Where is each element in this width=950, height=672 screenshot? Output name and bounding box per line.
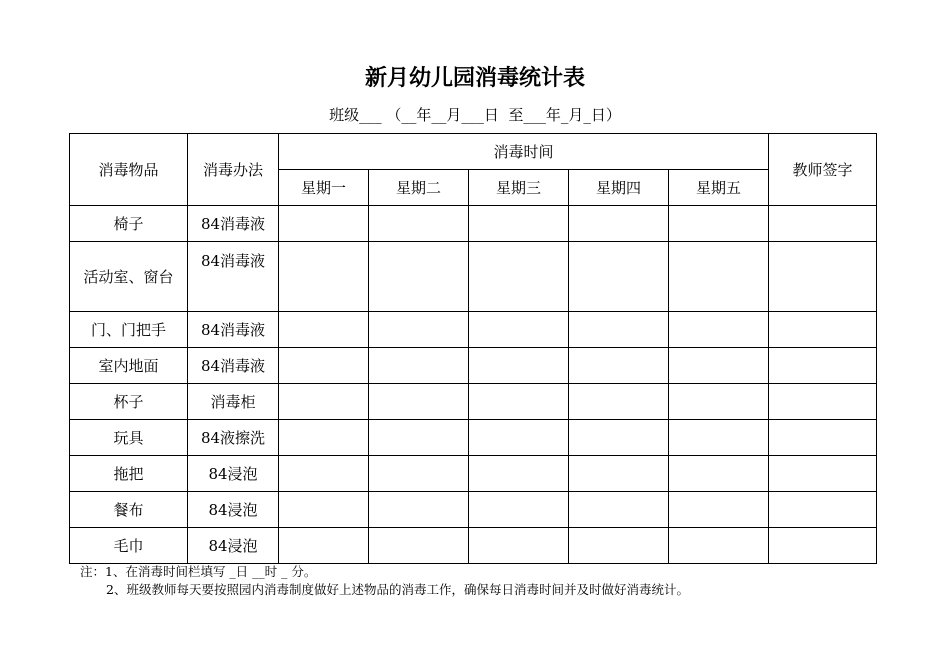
time-cell[interactable] [469, 206, 569, 242]
time-cell[interactable] [279, 420, 369, 456]
table-row [70, 456, 877, 492]
time-cell[interactable] [669, 242, 769, 312]
row-method: 84液擦洗 [188, 420, 279, 456]
signature-cell[interactable] [769, 456, 877, 492]
time-cell[interactable] [369, 206, 469, 242]
time-cell[interactable] [569, 384, 669, 420]
note-line-1: 注：1、在消毒时间栏填写 _日 __时 _ 分。 [80, 564, 317, 579]
time-cell[interactable] [469, 384, 569, 420]
row-item: 玩具 [70, 420, 188, 456]
time-cell[interactable] [279, 384, 369, 420]
row-item: 椅子 [70, 206, 188, 242]
signature-cell[interactable] [769, 492, 877, 528]
notes [80, 563, 689, 599]
row-method: 84消毒液 [188, 206, 279, 242]
time-cell[interactable] [669, 420, 769, 456]
time-cell[interactable] [369, 242, 469, 312]
time-cell[interactable] [469, 528, 569, 564]
signature-cell[interactable] [769, 312, 877, 348]
time-cell[interactable] [569, 528, 669, 564]
time-cell[interactable] [669, 384, 769, 420]
time-cell[interactable] [279, 206, 369, 242]
header-day-thu: 星期四 [569, 170, 669, 206]
time-cell[interactable] [469, 420, 569, 456]
header-method: 消毒办法 [188, 134, 279, 206]
row-item: 拖把 [70, 456, 188, 492]
row-item: 餐布 [70, 492, 188, 528]
row-item: 杯子 [70, 384, 188, 420]
time-cell[interactable] [569, 242, 669, 312]
time-cell[interactable] [369, 312, 469, 348]
header-day-tue: 星期二 [369, 170, 469, 206]
table-row [70, 242, 877, 312]
time-cell[interactable] [279, 528, 369, 564]
signature-cell[interactable] [769, 206, 877, 242]
time-cell[interactable] [569, 348, 669, 384]
time-cell[interactable] [669, 312, 769, 348]
time-cell[interactable] [669, 206, 769, 242]
header-day-mon: 星期一 [279, 170, 369, 206]
time-cell[interactable] [469, 348, 569, 384]
time-cell[interactable] [369, 348, 469, 384]
time-cell[interactable] [279, 312, 369, 348]
time-cell[interactable] [279, 348, 369, 384]
time-cell[interactable] [369, 384, 469, 420]
time-cell[interactable] [569, 492, 669, 528]
header-day-wed: 星期三 [469, 170, 569, 206]
time-cell[interactable] [369, 528, 469, 564]
time-cell[interactable] [569, 312, 669, 348]
table-row [70, 384, 877, 420]
signature-cell[interactable] [769, 242, 877, 312]
time-cell[interactable] [369, 456, 469, 492]
row-method: 84消毒液 [188, 348, 279, 384]
time-cell[interactable] [369, 420, 469, 456]
row-method: 消毒柜 [188, 384, 279, 420]
time-cell[interactable] [669, 348, 769, 384]
row-method: 84浸泡 [188, 528, 279, 564]
disinfection-table [69, 133, 877, 564]
time-cell[interactable] [469, 312, 569, 348]
time-cell[interactable] [669, 528, 769, 564]
row-item: 活动室、窗台 [70, 242, 188, 312]
header-signature: 教师签字 [769, 134, 877, 206]
header-item: 消毒物品 [70, 134, 188, 206]
time-cell[interactable] [669, 492, 769, 528]
signature-cell[interactable] [769, 420, 877, 456]
row-item: 室内地面 [70, 348, 188, 384]
time-cell[interactable] [469, 242, 569, 312]
time-cell[interactable] [279, 492, 369, 528]
time-cell[interactable] [469, 492, 569, 528]
note-line-2: 2、班级教师每天要按照园内消毒制度做好上述物品的消毒工作，确保每日消毒时间并及时做好消毒统计。 [106, 582, 689, 597]
row-item: 毛巾 [70, 528, 188, 564]
table-row [70, 528, 877, 564]
row-method: 84消毒液 [188, 242, 279, 312]
time-cell[interactable] [279, 242, 369, 312]
signature-cell[interactable] [769, 384, 877, 420]
class-date-line: 班级___ （__年__月___日 至___年_月_日） [329, 106, 621, 124]
page-title: 新月幼儿园消毒统计表 [364, 66, 585, 91]
time-cell[interactable] [569, 456, 669, 492]
time-cell[interactable] [569, 206, 669, 242]
row-method: 84浸泡 [188, 456, 279, 492]
table-row [70, 206, 877, 242]
table-row [70, 492, 877, 528]
signature-cell[interactable] [769, 528, 877, 564]
table-row [70, 420, 877, 456]
table-row [70, 312, 877, 348]
time-cell[interactable] [569, 420, 669, 456]
time-cell[interactable] [469, 456, 569, 492]
row-item: 门、门把手 [70, 312, 188, 348]
table-row [70, 348, 877, 384]
header-day-fri: 星期五 [669, 170, 769, 206]
row-method: 84浸泡 [188, 492, 279, 528]
time-cell[interactable] [669, 456, 769, 492]
header-time: 消毒时间 [279, 134, 769, 170]
signature-cell[interactable] [769, 348, 877, 384]
time-cell[interactable] [279, 456, 369, 492]
time-cell[interactable] [369, 492, 469, 528]
row-method: 84消毒液 [188, 312, 279, 348]
